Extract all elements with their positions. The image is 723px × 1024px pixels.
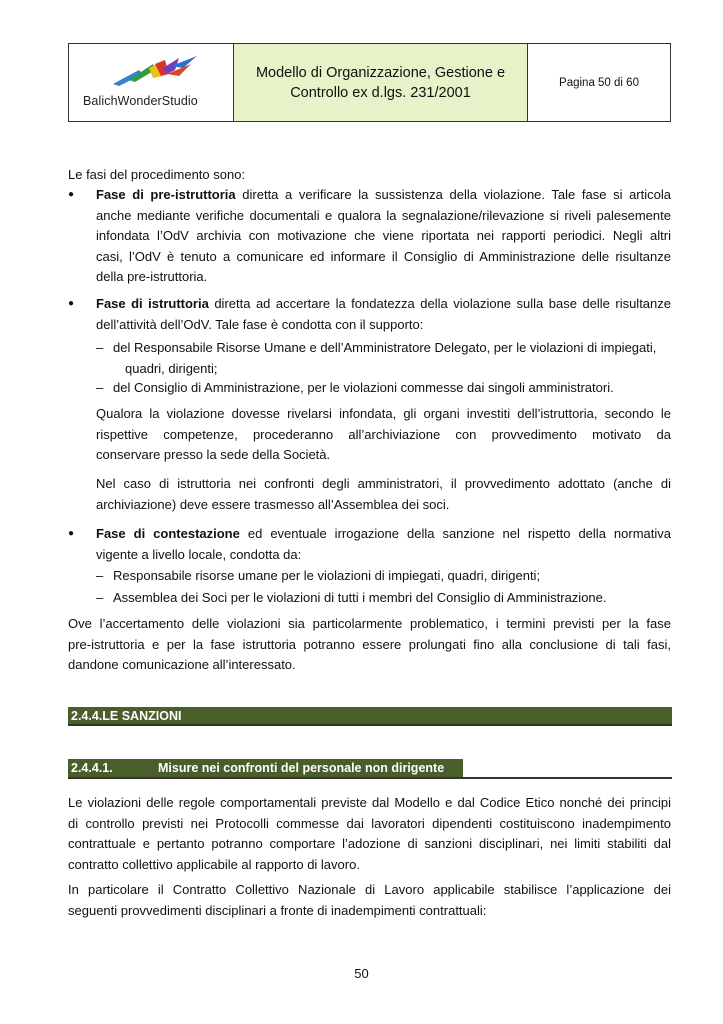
text-line: dell’attività dell’OdV. Tale fase è condotta con il supporto: — [96, 316, 424, 332]
text-line: Assemblea dei Soci per le violazioni di tutti i membri del Consiglio di Amministrazione. — [113, 590, 607, 605]
text-line: diretta a verificare la sussistenza della violazione. Tale fase si articola — [242, 187, 671, 202]
text-line: Nel caso di istruttoria nei confronti degli amministratori, il provvedimento adottato (anche di — [96, 476, 671, 491]
logo-icon — [109, 56, 201, 92]
dash-icon: – — [96, 380, 104, 395]
bullet-icon: ● — [68, 298, 75, 309]
text-line: del Responsabile Risorse Umane e dell’Amministratore Delegato, per le violazioni di impiegati, — [113, 340, 657, 355]
page-header — [68, 43, 671, 122]
text-line: quadri, dirigenti; — [125, 360, 218, 376]
text-line: diretta ad accertare la fondatezza della violazione sulla base delle risultanze — [214, 296, 671, 311]
dash-icon: – — [96, 340, 104, 355]
bullet-icon: ● — [68, 528, 75, 539]
text-line: anche mediante verifiche documentali e qualora la segnalazione/rilevazione si riveli palesemente — [96, 207, 671, 223]
sublist-item-hr — [68, 338, 671, 379]
logo-cell — [69, 44, 234, 121]
text-line: del Consiglio di Amministrazione, per le violazioni commesse dai singoli amministratori. — [113, 380, 614, 395]
subsection-number: 2.4.4.1. — [71, 761, 113, 775]
text-line: archiviazione) deve essere trasmesso all’Assemblea dei soci. — [96, 496, 450, 512]
title-line-1: Modello di Organizzazione, Gestione e — [255, 64, 506, 81]
paragraph-qualora — [68, 404, 671, 466]
logo-text: BalichWonderStudio — [83, 94, 198, 108]
page-number: 50 — [354, 966, 369, 981]
text-line: infondata l’OdV archivia con motivazione che viene riportata nei rapporti periodici. Negli altri — [96, 228, 671, 243]
term-contestazione: Fase di contestazione — [96, 526, 240, 541]
text-line: pre-istruttoria e per la fase istruttoria potranno essere prolungati fino alla conclusione di tali fasi, — [68, 636, 671, 652]
text-line: vigente a livello locale, condotta da: — [96, 546, 302, 562]
text-line: casi, l’OdV è tenuto a comunicare ed informare il Consiglio di Amministrazione delle risultanze — [96, 248, 671, 264]
text-line: Responsabile risorse umane per le violazioni di impiegati, quadri, dirigenti; — [113, 568, 541, 583]
paragraph-ove — [68, 614, 671, 676]
paragraph-violazioni — [68, 793, 671, 875]
text-line: In particolare il Contratto Collettivo Nazionale di Lavoro applicabile stabilisce l’applicazione dei — [68, 882, 671, 897]
text-line: Ove l’accertamento delle violazioni sia particolarmente problematico, i termini previsti per la fase — [68, 616, 671, 631]
dash-icon: – — [96, 568, 104, 583]
text-line: della pre-istruttoria. — [96, 269, 208, 284]
page-indicator: Pagina 50 di 60 — [559, 76, 639, 89]
subsection-title: Misure nei confronti del personale non dirigente — [158, 761, 445, 775]
term-istruttoria: Fase di istruttoria — [96, 296, 209, 311]
document-title — [234, 44, 528, 121]
bullet-icon: ● — [68, 189, 75, 200]
text-line: Le violazioni delle regole comportamentali previste dal Modello e dal Codice Etico nonché dei principi — [68, 795, 671, 810]
text-line: contrattuale e pertanto potranno comportare l’adozione di sanzioni disciplinari, nei limiti stabiliti dal — [68, 836, 671, 851]
list-item-contestazione — [68, 524, 671, 565]
intro-text — [68, 165, 671, 186]
title-line-2: Controllo ex d.lgs. 231/2001 — [290, 84, 471, 101]
sublist-item-cda — [68, 378, 671, 399]
intro-line: Le fasi del procedimento sono: — [68, 167, 246, 182]
text-line: Qualora la violazione dovesse rivelarsi infondata, gli organi investiti dell’istruttoria, secondo le — [96, 406, 671, 421]
text-line: rispettive competenze, procederanno all’archiviazione con provvedimento motivato da — [96, 426, 671, 442]
text-line: ed eventuale irrogazione della sanzione nel rispetto della normativa — [247, 526, 671, 541]
text-line: conservare presso la sede della Società. — [96, 447, 331, 462]
text-line: di controllo previsti nei Protocolli commesse dai lavoratori dipendenti costituiscono inadempimento — [68, 815, 671, 831]
list-item-pre-istruttoria — [68, 185, 671, 288]
sublist-item-assemblea — [68, 588, 671, 609]
paragraph-nel-caso — [68, 474, 671, 515]
paragraph-particolare — [68, 880, 671, 921]
subsection-heading — [68, 759, 672, 778]
text-line: contratto collettivo applicabile al rapporto di lavoro. — [68, 856, 360, 872]
dash-icon: – — [96, 590, 104, 605]
text-line: seguenti provvedimenti disciplinari a fronte di inadempimenti contrattuali: — [68, 902, 487, 918]
section-heading-sanzioni: 2.4.4.LE SANZIONI — [68, 707, 672, 726]
sublist-item-hr-2 — [68, 566, 671, 587]
list-item-istruttoria — [68, 294, 671, 335]
text-line: dandone comunicazione all’interessato. — [68, 657, 296, 672]
term-pre-istruttoria: Fase di pre-istruttoria — [96, 187, 236, 202]
